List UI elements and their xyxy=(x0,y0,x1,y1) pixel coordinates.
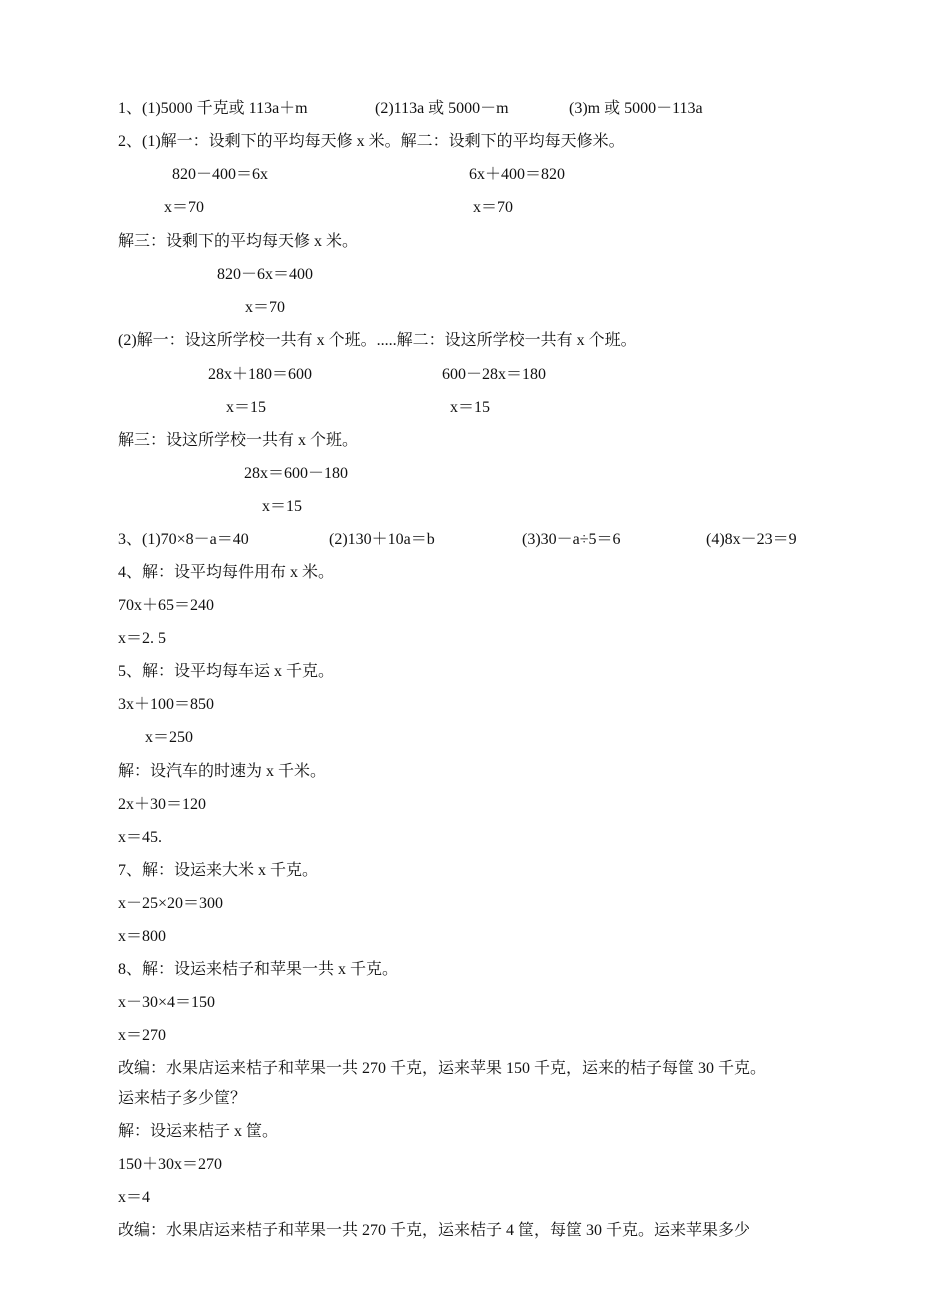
text-line: x＝70 xyxy=(164,199,205,216)
text-line: x＝70 xyxy=(245,299,286,316)
text-line: 解三：设这所学校一共有 x 个班。 xyxy=(118,432,359,449)
text-line: 3、(1)70×8－a＝40 xyxy=(118,531,249,548)
text-line: x－30×4＝150 xyxy=(118,994,216,1011)
text-line: (2)解一：设这所学校一共有 x 个班。.....解二：设这所学校一共有 x 个班。 xyxy=(118,332,637,349)
text-line: 1、(1)5000 千克或 113a＋m xyxy=(118,100,308,117)
text-line: x＝15 xyxy=(262,498,303,515)
text-line: 5、解：设平均每车运 x 千克。 xyxy=(118,663,335,680)
text-line: 2x＋30＝120 xyxy=(118,796,207,813)
text-line: 解：设汽车的时速为 x 千米。 xyxy=(118,763,327,780)
text-line: 7、解：设运来大米 x 千克。 xyxy=(118,862,319,879)
text-line: x＝45. xyxy=(118,829,163,846)
text-line: x＝70 xyxy=(473,199,514,216)
text-line: (2)130＋10a＝b xyxy=(329,531,435,548)
text-line: 改编：水果店运来桔子和苹果一共 270 千克，运来苹果 150 千克，运来的桔子每筐 30 千克。 xyxy=(118,1060,767,1077)
text-line: 4、解：设平均每件用布 x 米。 xyxy=(118,564,335,581)
text-line: x－25×20＝300 xyxy=(118,895,224,912)
text-line: x＝800 xyxy=(118,928,167,945)
text-line: (4)8x－23＝9 xyxy=(706,531,797,548)
text-line: 解三：设剩下的平均每天修 x 米。 xyxy=(118,233,359,250)
text-line: x＝270 xyxy=(118,1027,167,1044)
text-line: 28x＋180＝600 xyxy=(208,366,313,383)
text-line: 运来桔子多少筐？ xyxy=(118,1090,247,1107)
text-line: 150＋30x＝270 xyxy=(118,1156,223,1173)
text-line: 820－6x＝400 xyxy=(217,266,314,283)
text-line: 改编：水果店运来桔子和苹果一共 270 千克，运来桔子 4 筐，每筐 30 千克。运来苹果多少 xyxy=(118,1222,751,1239)
text-line: 3x＋100＝850 xyxy=(118,696,215,713)
text-line: x＝15 xyxy=(226,399,267,416)
text-line: 600－28x＝180 xyxy=(442,366,547,383)
text-line: 820－400＝6x xyxy=(172,166,269,183)
text-line: (3)m 或 5000－113a xyxy=(569,100,703,117)
text-line: 70x＋65＝240 xyxy=(118,597,215,614)
text-line: x＝2. 5 xyxy=(118,630,167,647)
text-line: 8、解：设运来桔子和苹果一共 x 千克。 xyxy=(118,961,399,978)
text-line: 2、(1)解一：设剩下的平均每天修 x 米。解二：设剩下的平均每天修米。 xyxy=(118,133,625,150)
text-line: 6x＋400＝820 xyxy=(469,166,566,183)
text-line: x＝250 xyxy=(145,729,194,746)
text-line: (3)30－a÷5＝6 xyxy=(522,531,621,548)
text-line: x＝15 xyxy=(450,399,491,416)
text-line: x＝4 xyxy=(118,1189,151,1206)
text-line: 28x＝600－180 xyxy=(244,465,349,482)
text-line: 解：设运来桔子 x 筐。 xyxy=(118,1123,279,1140)
text-line: (2)113a 或 5000－m xyxy=(375,100,509,117)
